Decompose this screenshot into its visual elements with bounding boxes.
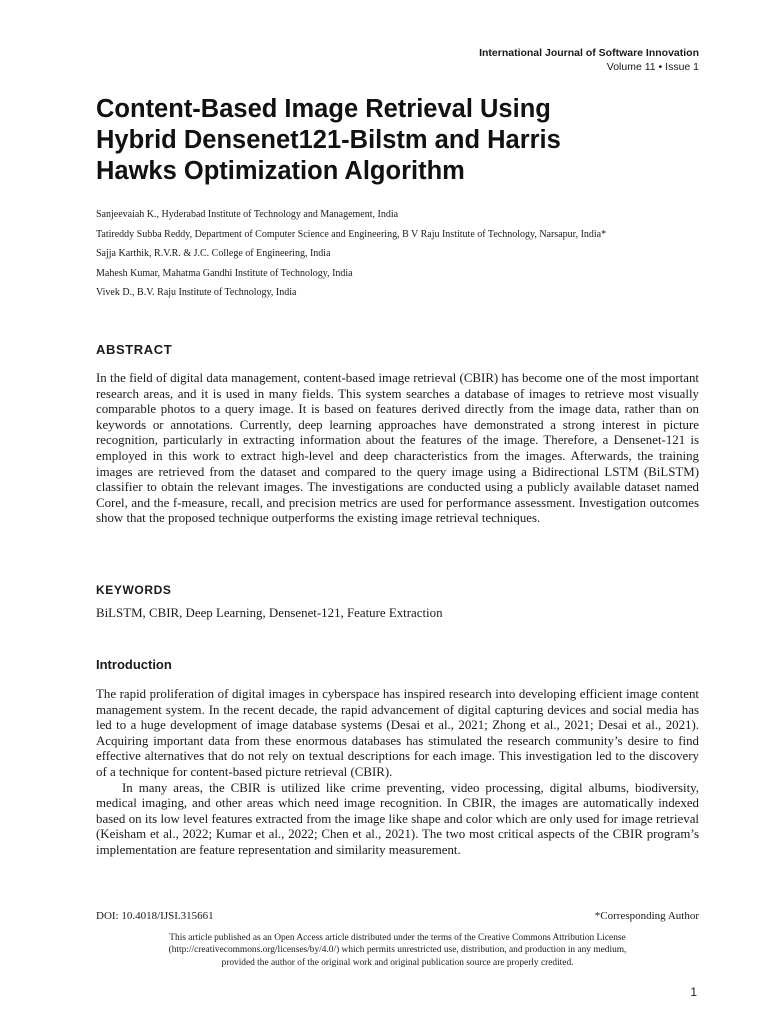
page-number: 1: [690, 985, 697, 999]
introduction-body: [96, 687, 699, 859]
author-list: [96, 205, 716, 303]
title-line-2: Hybrid Densenet121-Bilstm and Harris: [96, 126, 561, 154]
abstract-text: In the field of digital data management, content-based image retrieval (CBIR) has become one of the most important research areas, and it is used in many fields. This system searches a database of images to retrieve most visually comparable photos to a query image. It is based on features derived directly from the image data, rather than on keywords or annotations. Currently, deep learning approaches have demonstrated a strong interest in picture recognition, particularly in extracting information about the features of the image. Therefore, a Densenet-121 is employed in this work to extract high-level and deep characteristics from the images. Afterwards, the training images are retrieved from the dataset and compared to the query image using a Bidirectional LSTM (BiLSTM) classifier to obtain the relevant images. The investigations are conducted using a publicly available dataset named Corel, and the f-measure, recall, and precision metrics are used for performance assessment. Investigation outcomes show that the proposed technique outperforms the existing image retrieval techniques.: [96, 371, 699, 526]
author-affiliation: Sanjeevaiah K., Hyderabad Institute of Technology and Management, India: [96, 209, 399, 220]
license-notice: [96, 932, 699, 969]
license-line-2: (http://creativecommons.org/licenses/by/4.0/) which permits unrestricted use, distribution, and production in any medium,: [168, 945, 627, 956]
title-line-3: Hawks Optimization Algorithm: [96, 157, 465, 185]
introduction-paragraph-1: The rapid proliferation of digital images in cyberspace has inspired research into developing efficient image content management system. In the recent decade, the rapid advancement of digital capturing devices and social media has led to a huge development of image database systems (Desai et al., 2021; Zhong et al., 2021; Desai et al., 2021). Acquiring important data from these enormous databases has stimulated the research community’s desire to find effective alternatives that do not rely on textual descriptions for each image. This investigation led to the discovery of a technique for content-based picture retrieval (CBIR).: [96, 687, 699, 779]
abstract-heading: ABSTRACT: [96, 342, 173, 357]
volume-issue: Volume 11 • Issue 1: [606, 61, 699, 73]
keywords-heading: KEYWORDS: [96, 583, 172, 597]
corresponding-author-note: *Corresponding Author: [594, 910, 699, 922]
license-line-3: provided the author of the original work and original publication source are properly credited.: [221, 957, 574, 968]
author-affiliation: Sajja Karthik, R.V.R. & J.C. College of Engineering, India: [96, 248, 331, 259]
journal-name: International Journal of Software Innovation: [479, 47, 699, 59]
author-affiliation: Vivek D., B.V. Raju Institute of Technology, India: [96, 287, 297, 298]
keywords-text: BiLSTM, CBIR, Deep Learning, Densenet-121, Feature Extraction: [96, 606, 443, 620]
title-line-1: Content-Based Image Retrieval Using: [96, 95, 551, 123]
introduction-heading: Introduction: [96, 657, 172, 672]
license-line-1: This article published as an Open Access article distributed under the terms of the Creative Commons Attribution License: [169, 933, 626, 943]
paper-title: [96, 94, 696, 187]
doi: DOI: 10.4018/IJSI.315661: [96, 910, 214, 922]
author-affiliation: Tatireddy Subba Reddy, Department of Computer Science and Engineering, B V Raju Institute of Technology, Narsapur, India*: [96, 228, 607, 240]
introduction-paragraph-2: In many areas, the CBIR is utilized like crime preventing, video processing, digital albums, biodiversity, medical imaging, and other areas which need image recognition. In CBIR, the images are automatically indexed based on its low level features extracted from the image like shape and color which are only used for image retrieval (Keisham et al., 2022; Kumar et al., 2022; Chen et al., 2021). The two most critical aspects of the CBIR program’s implementation are feature representation and similarity measurement.: [96, 780, 699, 857]
running-header: [479, 46, 699, 74]
author-affiliation: Mahesh Kumar, Mahatma Gandhi Institute of Technology, India: [96, 267, 353, 279]
